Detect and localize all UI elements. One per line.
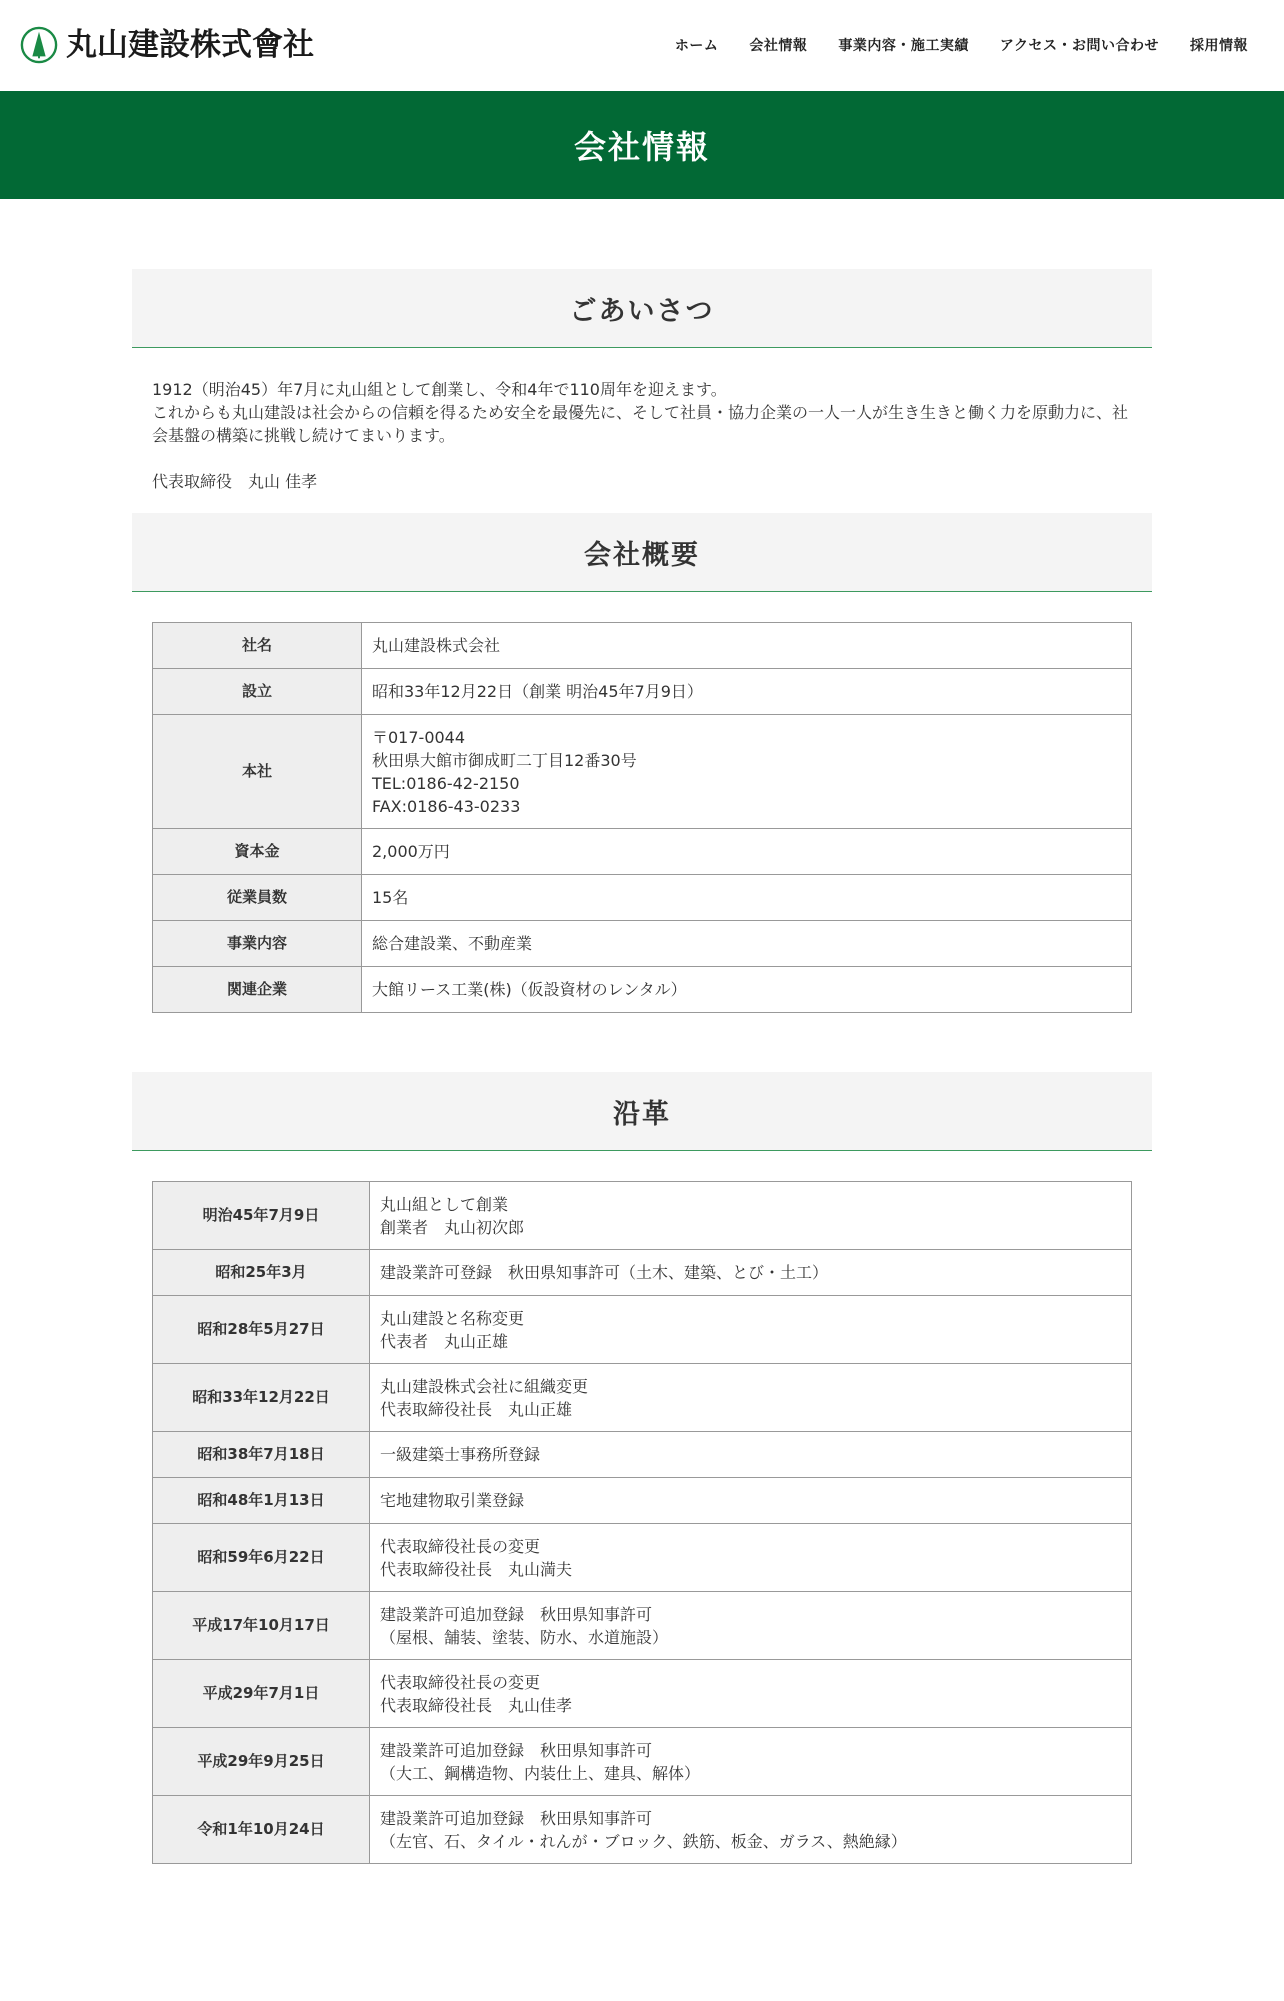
- overview-row-label: 本社: [153, 715, 362, 829]
- history-row-value: [370, 1728, 1132, 1796]
- history-row-value-line: 創業者 丸山初次郎: [380, 1217, 525, 1237]
- history-row-label: 令和1年10月24日: [153, 1796, 370, 1864]
- history-row-label: 昭和33年12月22日: [153, 1364, 370, 1432]
- history-row-label: 昭和48年1月13日: [153, 1478, 370, 1524]
- overview-row-value: [362, 829, 1132, 875]
- greeting-body: [132, 348, 1152, 513]
- overview-row-value-line: 15名: [372, 888, 409, 907]
- overview-row-value: [362, 875, 1132, 921]
- overview-row: [153, 967, 1132, 1013]
- history-row-value-line: 丸山組として創業: [380, 1194, 509, 1214]
- overview-row-value-line: FAX:0186-43-0233: [372, 796, 521, 816]
- history-row: [153, 1364, 1132, 1432]
- overview-row-value-line: 総合建設業、不動産業: [372, 934, 533, 953]
- history-row-value-line: 一級建築士事務所登録: [380, 1445, 541, 1464]
- overview-row-label: 事業内容: [153, 921, 362, 967]
- nav-company[interactable]: 会社情報: [749, 38, 808, 54]
- overview-row-value-line: 丸山建設株式会社: [372, 636, 501, 655]
- overview-row-value: [362, 669, 1132, 715]
- history-row-value: [370, 1432, 1132, 1478]
- site-logo[interactable]: [20, 24, 314, 66]
- history-row-value-line: 建設業許可追加登録 秋田県知事許可: [380, 1740, 653, 1760]
- history-row-value-line: 建設業許可追加登録 秋田県知事許可: [380, 1808, 653, 1828]
- overview-row-value-line: TEL:0186-42-2150: [372, 773, 520, 793]
- history-row: [153, 1432, 1132, 1478]
- history-table: [152, 1181, 1132, 1864]
- history-row-value: [370, 1182, 1132, 1250]
- overview-row-value: [362, 715, 1132, 829]
- history-row: [153, 1478, 1132, 1524]
- overview-row: [153, 875, 1132, 921]
- overview-row: [153, 921, 1132, 967]
- history-title: 沿革: [613, 1098, 671, 1130]
- history-row-label: 昭和38年7月18日: [153, 1432, 370, 1478]
- history-row-value-line: 建設業許可追加登録 秋田県知事許可: [380, 1604, 653, 1624]
- history-row-label: 明治45年7月9日: [153, 1182, 370, 1250]
- overview-row-value-line: 〒017-0044: [372, 727, 466, 747]
- history-row-value-line: 代表者 丸山正雄: [380, 1331, 509, 1351]
- overview-row-value-line: 秋田県大館市御成町二丁目12番30号: [372, 750, 637, 770]
- overview-title: 会社概要: [584, 539, 700, 571]
- nav-home[interactable]: ホーム: [674, 38, 719, 54]
- overview-row: [153, 669, 1132, 715]
- overview-heading: [132, 513, 1152, 592]
- history-row: [153, 1250, 1132, 1296]
- history-row: [153, 1592, 1132, 1660]
- history-row: [153, 1660, 1132, 1728]
- history-row: [153, 1524, 1132, 1592]
- history-row: [153, 1182, 1132, 1250]
- history-row-value: [370, 1796, 1132, 1864]
- main-content: [132, 199, 1152, 1864]
- overview-row-value-line: 大館リース工業(株)（仮設資材のレンタル）: [372, 980, 687, 999]
- history-row-label: 平成29年9月25日: [153, 1728, 370, 1796]
- nav-business[interactable]: 事業内容・施工実績: [838, 38, 969, 54]
- overview-row-value: [362, 921, 1132, 967]
- overview-row-value: [362, 623, 1132, 669]
- history-row-value-line: （屋根、舗装、塗装、防水、水道施設）: [380, 1627, 669, 1647]
- nav-access[interactable]: アクセス・お問い合わせ: [999, 38, 1159, 54]
- main-nav: [644, 35, 1248, 57]
- history-row-value-line: 建設業許可登録 秋田県知事許可（土木、建築、とび・土工）: [380, 1263, 829, 1282]
- history-heading: [132, 1072, 1152, 1151]
- history-row-value-line: 宅地建物取引業登録: [380, 1491, 525, 1510]
- history-row-label: 昭和25年3月: [153, 1250, 370, 1296]
- greeting-signature: 代表取締役 丸山 佳孝: [152, 472, 318, 491]
- overview-row: [153, 715, 1132, 829]
- history-row-value: [370, 1250, 1132, 1296]
- history-row-value-line: 丸山建設と名称変更: [380, 1308, 525, 1328]
- page-title: 会社情報: [573, 128, 710, 166]
- site-header: [0, 0, 1284, 91]
- history-row-value: [370, 1364, 1132, 1432]
- history-row-value-line: （左官、石、タイル・れんが・ブロック、鉄筋、板金、ガラス、熱絶縁）: [380, 1831, 907, 1851]
- nav-recruit[interactable]: 採用情報: [1190, 38, 1248, 54]
- history-row-label: 平成17年10月17日: [153, 1592, 370, 1660]
- history-row-value-line: 丸山建設株式会社に組織変更: [380, 1376, 589, 1396]
- overview-row-value-line: 2,000万円: [372, 842, 450, 861]
- greeting-title: ごあいさつ: [569, 295, 715, 327]
- history-row: [153, 1728, 1132, 1796]
- history-row-value-line: 代表取締役社長の変更: [380, 1536, 541, 1556]
- history-row-value-line: 代表取締役社長の変更: [380, 1672, 541, 1692]
- overview-row-label: 関連企業: [153, 967, 362, 1013]
- history-row-value-line: 代表取締役社長 丸山佳孝: [380, 1695, 573, 1715]
- history-row-label: 昭和59年6月22日: [153, 1524, 370, 1592]
- history-row-value-line: 代表取締役社長 丸山満夫: [380, 1559, 573, 1579]
- greeting-line-1: 1912（明治45）年7月に丸山組として創業し、令和4年で110周年を迎えます。: [152, 380, 727, 399]
- overview-row: [153, 829, 1132, 875]
- history-row-label: 平成29年7月1日: [153, 1660, 370, 1728]
- page-banner: [0, 91, 1284, 199]
- overview-row-value: [362, 967, 1132, 1013]
- logo-text: 丸山建設株式會社: [66, 27, 314, 63]
- tree-logo-icon: [20, 26, 58, 64]
- history-row-value-line: 代表取締役社長 丸山正雄: [380, 1399, 573, 1419]
- overview-table: [152, 622, 1132, 1013]
- overview-row-label: 設立: [153, 669, 362, 715]
- history-row-label: 昭和28年5月27日: [153, 1296, 370, 1364]
- history-row-value: [370, 1592, 1132, 1660]
- overview-row-label: 従業員数: [153, 875, 362, 921]
- overview-row: [153, 623, 1132, 669]
- history-row-value: [370, 1524, 1132, 1592]
- history-row: [153, 1296, 1132, 1364]
- overview-row-label: 資本金: [153, 829, 362, 875]
- history-row: [153, 1796, 1132, 1864]
- history-row-value: [370, 1660, 1132, 1728]
- greeting-heading: [132, 269, 1152, 348]
- overview-row-value-line: 昭和33年12月22日（創業 明治45年7月9日）: [372, 682, 703, 701]
- greeting-line-2: これからも丸山建設は社会からの信頼を得るため安全を最優先に、そして社員・協力企業の一人一人が生き生きと働く力を原動力に、社会基盤の構築に挑戦し続けてまいります。: [152, 403, 1129, 445]
- history-row-value: [370, 1478, 1132, 1524]
- history-row-value-line: （大工、鋼構造物、内装仕上、建具、解体）: [380, 1763, 701, 1783]
- history-row-value: [370, 1296, 1132, 1364]
- overview-row-label: 社名: [153, 623, 362, 669]
